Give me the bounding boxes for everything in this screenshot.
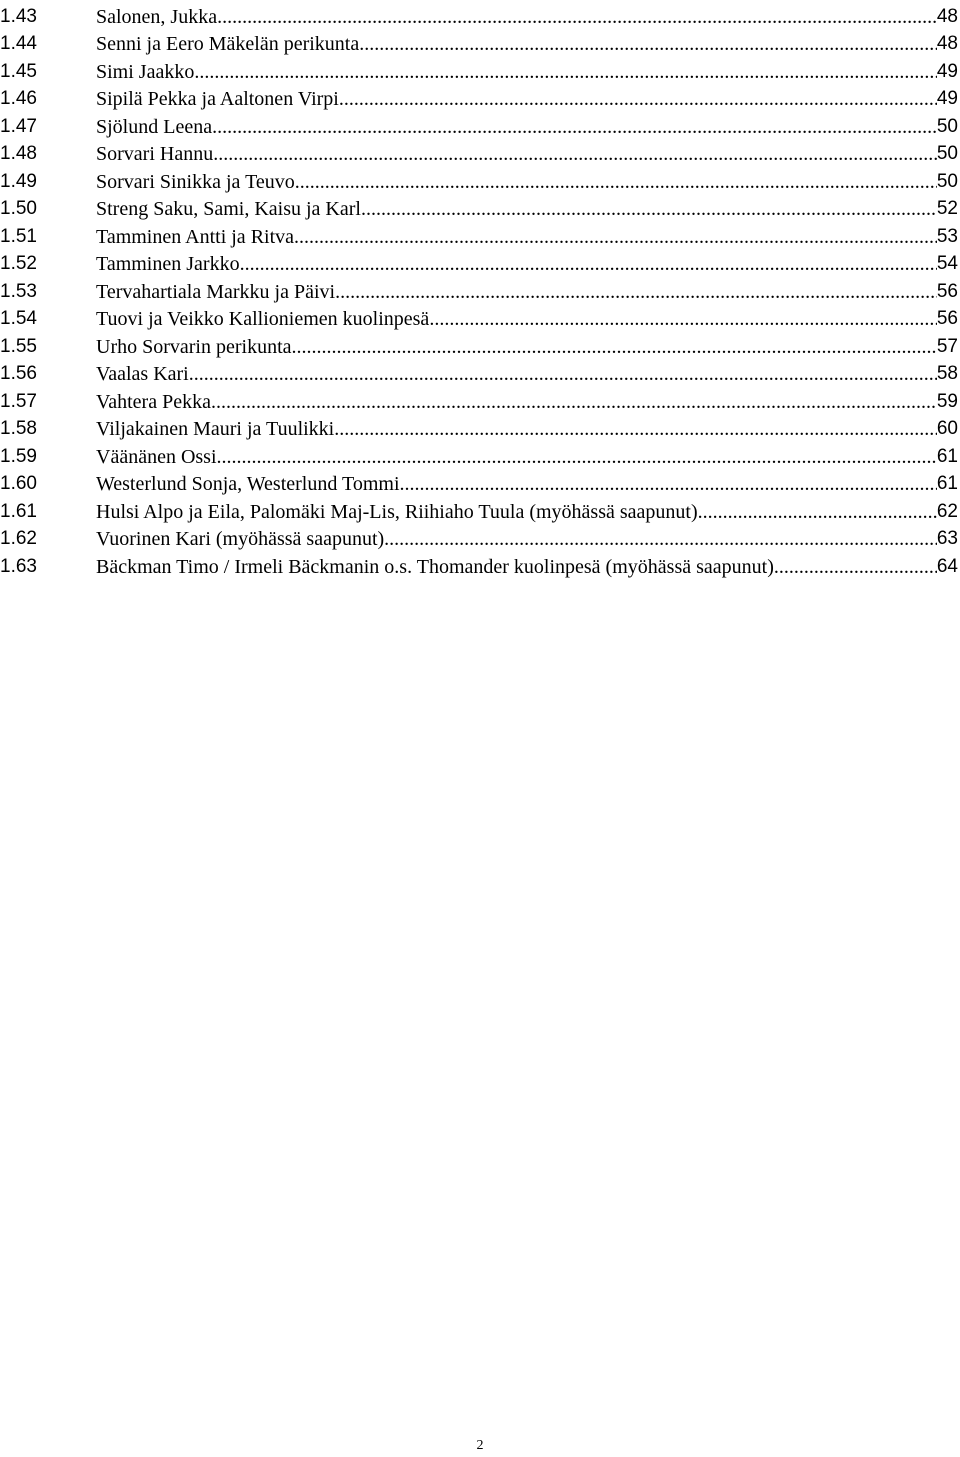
toc-entry-title: Simi Jaakko	[96, 60, 195, 83]
toc-entry-page: 50	[936, 170, 958, 192]
toc-entry-title: Hulsi Alpo ja Eila, Palomäki Maj-Lis, Riihiaho Tuula (myöhässä saapunut)	[96, 500, 698, 523]
toc-entry-title: Sjölund Leena	[96, 115, 213, 138]
toc-entry-body	[96, 171, 960, 193]
toc-entry[interactable]	[0, 440, 960, 468]
toc-entry-page: 57	[936, 335, 958, 357]
toc-entry-body	[96, 143, 960, 165]
toc-dot-leader	[240, 253, 937, 275]
page-number: 2	[476, 1438, 484, 1453]
toc-entry-body	[96, 473, 960, 495]
toc-entry-page: 60	[936, 418, 958, 439]
toc-entry[interactable]	[0, 468, 960, 496]
toc-entry-body	[96, 418, 960, 440]
toc-entry-page: 63	[936, 528, 958, 549]
toc-entry-body	[96, 61, 960, 83]
toc-entry-title: Westerlund Sonja, Westerlund Tommi	[96, 473, 400, 495]
toc-entry-title: Bäckman Timo / Irmeli Bäckmanin o.s. Thomander kuolinpesä (myöhässä saapunut)	[96, 555, 774, 578]
toc-dot-leader	[211, 391, 937, 413]
toc-entry-page: 59	[936, 390, 958, 412]
toc-entry-title: Sipilä Pekka ja Aaltonen Virpi	[96, 88, 339, 110]
toc-entry-page: 54	[936, 253, 958, 274]
toc-entry-number: 1.62	[0, 528, 37, 549]
toc-entry-number: 1.47	[0, 115, 37, 137]
toc-dot-leader	[335, 281, 937, 303]
toc-dot-leader	[334, 418, 937, 440]
toc-entry-title: Viljakainen Mauri ja Tuulikki	[96, 418, 335, 440]
toc-entry[interactable]	[0, 495, 960, 523]
toc-entry-body	[96, 281, 960, 303]
toc-entry-number: 1.43	[0, 5, 37, 27]
toc-entry-body	[96, 501, 960, 523]
toc-dot-leader	[212, 116, 937, 138]
toc-dot-leader	[213, 143, 937, 165]
toc-entry-title: Salonen, Jukka	[96, 5, 218, 28]
toc-entry-number: 1.50	[0, 198, 37, 219]
toc-entry[interactable]	[0, 523, 960, 551]
toc-dot-leader	[698, 501, 937, 523]
toc-entry-number: 1.46	[0, 88, 37, 109]
toc-entry-number: 1.57	[0, 390, 37, 412]
toc-entry-page: 61	[936, 445, 958, 467]
toc-entry[interactable]	[0, 220, 960, 248]
toc-entry-number: 1.45	[0, 60, 37, 82]
toc-entry-page: 48	[936, 5, 958, 27]
toc-dot-leader	[292, 336, 937, 358]
toc-entry-title: Vaalas Kari	[96, 363, 189, 385]
toc-dot-leader	[400, 473, 937, 495]
toc-entry-page: 49	[936, 60, 958, 82]
toc-dot-leader	[189, 363, 937, 385]
toc-entry-number: 1.54	[0, 308, 37, 329]
toc-entry-body	[96, 226, 960, 248]
toc-entry-number: 1.59	[0, 445, 37, 467]
toc-entry-number: 1.56	[0, 363, 37, 384]
toc-entry-number: 1.53	[0, 280, 37, 302]
toc-entry-body	[96, 198, 960, 220]
toc-entry[interactable]	[0, 550, 960, 578]
toc-entry-number: 1.44	[0, 33, 37, 54]
toc-entry-page: 61	[936, 473, 958, 494]
toc-entry-title: Tamminen Jarkko	[96, 253, 240, 275]
toc-entry[interactable]	[0, 138, 960, 166]
toc-entry-page: 56	[936, 308, 958, 329]
toc-entry-title: Vahtera Pekka	[96, 390, 211, 413]
toc-entry-page: 64	[936, 555, 958, 577]
toc-entry-title: Sorvari Hannu	[96, 143, 214, 165]
toc-entry[interactable]	[0, 193, 960, 221]
toc-dot-leader	[429, 308, 937, 330]
toc-entry-page: 56	[936, 280, 958, 302]
toc-entry[interactable]	[0, 275, 960, 303]
toc-entry-title: Tamminen Antti ja Ritva	[96, 225, 295, 248]
toc-entry-body	[96, 363, 960, 385]
toc-entry[interactable]	[0, 248, 960, 276]
toc-entry-page: 53	[936, 225, 958, 247]
toc-dot-leader	[217, 6, 937, 28]
toc-entry-body	[96, 556, 960, 578]
toc-entry[interactable]	[0, 83, 960, 111]
toc-entry-body	[96, 116, 960, 138]
toc-entry-number: 1.63	[0, 555, 37, 577]
toc-entry-title: Senni ja Eero Mäkelän perikunta	[96, 33, 360, 55]
toc-entry-title: Urho Sorvarin perikunta	[96, 335, 292, 358]
toc-entry-body	[96, 253, 960, 275]
table-of-contents	[0, 0, 960, 578]
toc-entry-body	[96, 6, 960, 28]
toc-entry[interactable]	[0, 330, 960, 358]
toc-entry[interactable]	[0, 165, 960, 193]
toc-entry-body	[96, 446, 960, 468]
toc-dot-leader	[294, 226, 937, 248]
toc-entry-number: 1.55	[0, 335, 37, 357]
toc-entry-title: Tervahartiala Markku ja Päivi	[96, 280, 336, 303]
toc-dot-leader	[774, 556, 937, 578]
toc-entry-title: Sorvari Sinikka ja Teuvo	[96, 170, 295, 193]
toc-entry[interactable]	[0, 0, 960, 28]
toc-entry-page: 62	[936, 500, 958, 522]
toc-entry-number: 1.48	[0, 143, 37, 164]
toc-entry-title: Väänänen Ossi	[96, 445, 217, 468]
toc-dot-leader	[361, 198, 937, 220]
toc-entry-number: 1.51	[0, 225, 37, 247]
toc-dot-leader	[295, 171, 937, 193]
toc-entry-page: 50	[936, 143, 958, 164]
toc-entry[interactable]	[0, 55, 960, 83]
toc-entry-title: Streng Saku, Sami, Kaisu ja Karl	[96, 198, 361, 220]
toc-entry-body	[96, 391, 960, 413]
toc-entry-page: 52	[936, 198, 958, 219]
toc-dot-leader	[359, 33, 937, 55]
toc-entry[interactable]	[0, 28, 960, 56]
toc-entry-title: Tuovi ja Veikko Kallioniemen kuolinpesä	[96, 308, 430, 330]
toc-entry[interactable]	[0, 358, 960, 386]
toc-entry-body	[96, 528, 960, 550]
toc-entry-number: 1.58	[0, 418, 37, 439]
toc-entry[interactable]	[0, 413, 960, 441]
toc-entry-body	[96, 336, 960, 358]
toc-entry-body	[96, 308, 960, 330]
toc-entry-page: 50	[936, 115, 958, 137]
toc-entry-page: 48	[936, 33, 958, 54]
toc-entry[interactable]	[0, 303, 960, 331]
toc-entry-page: 49	[936, 88, 958, 109]
toc-entry-title: Vuorinen Kari (myöhässä saapunut)	[96, 528, 385, 550]
toc-entry-body	[96, 88, 960, 110]
toc-entry-body	[96, 33, 960, 55]
toc-entry-number: 1.52	[0, 253, 37, 274]
toc-entry-number: 1.60	[0, 473, 37, 494]
toc-entry-page: 58	[936, 363, 958, 384]
toc-dot-leader	[339, 88, 937, 110]
toc-entry[interactable]	[0, 385, 960, 413]
toc-entry-number: 1.61	[0, 500, 37, 522]
toc-dot-leader	[194, 61, 937, 83]
toc-entry-number: 1.49	[0, 170, 37, 192]
toc-dot-leader	[384, 528, 937, 550]
toc-entry[interactable]	[0, 110, 960, 138]
toc-dot-leader	[217, 446, 937, 468]
